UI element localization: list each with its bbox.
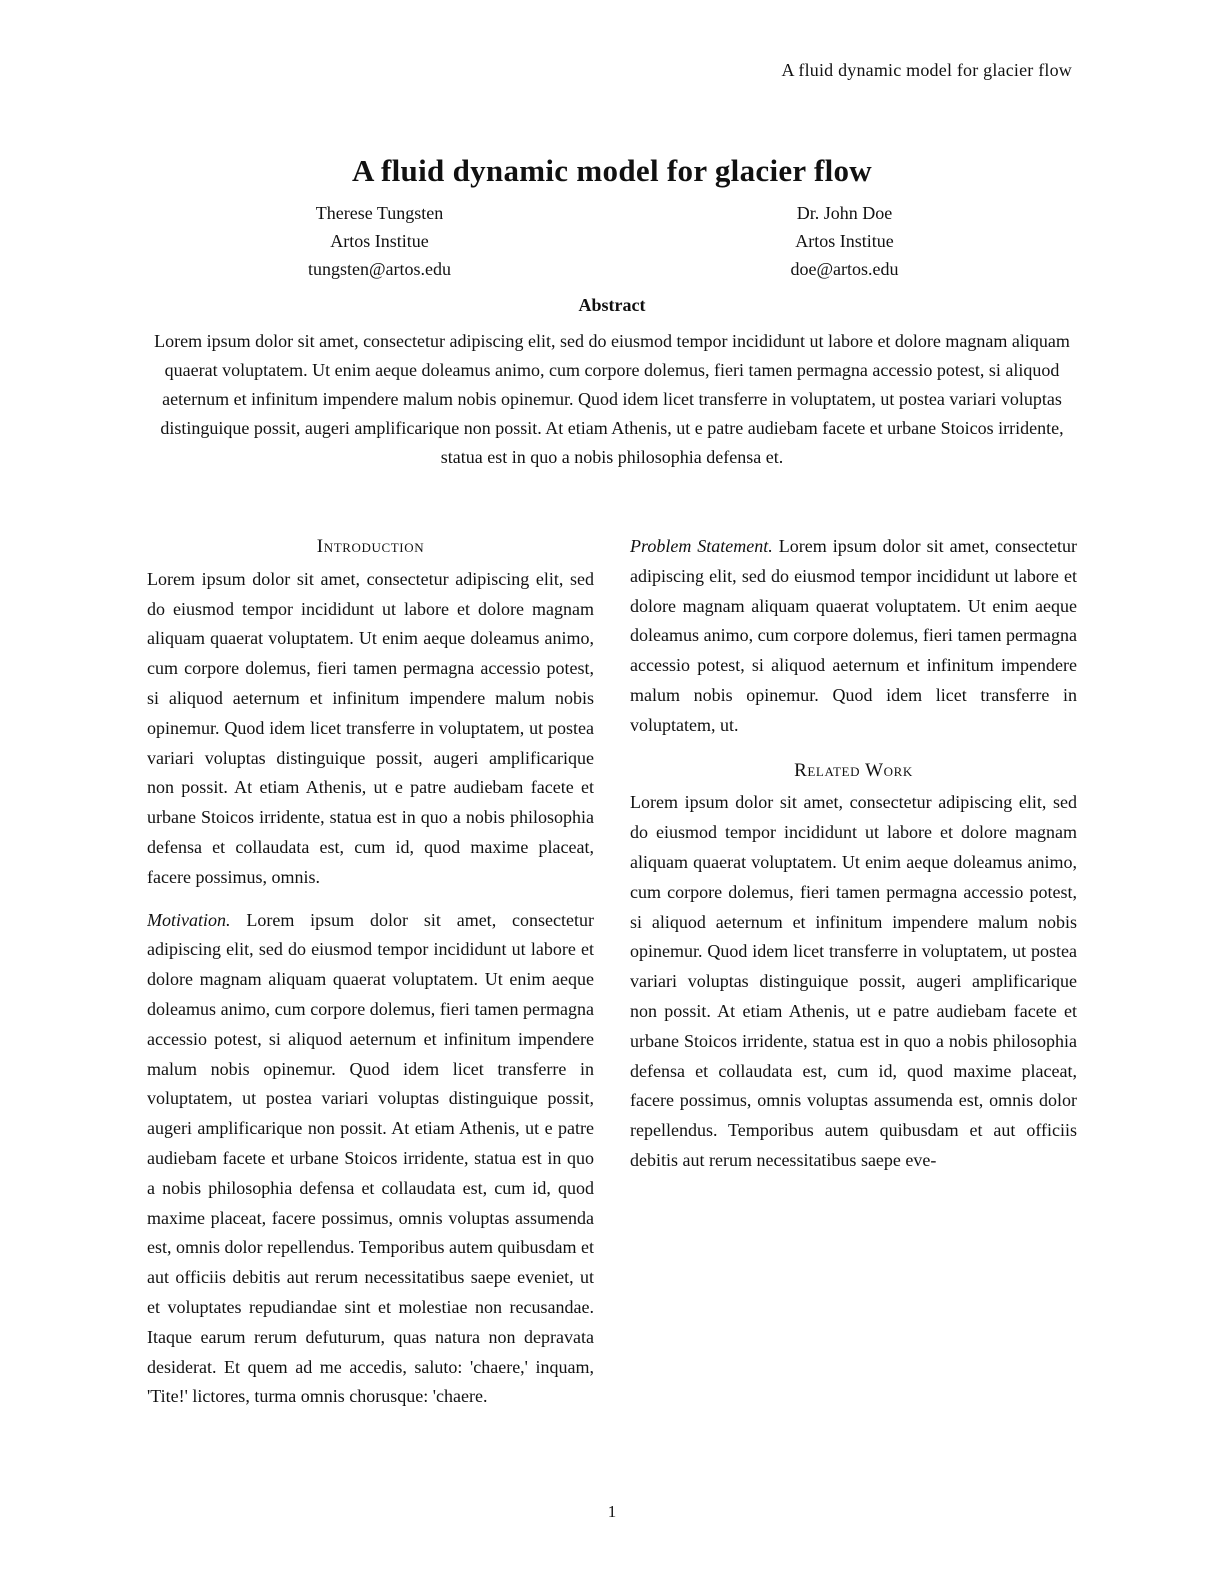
- author-2-email: doe@artos.edu: [790, 259, 899, 279]
- abstract-text: Lorem ipsum dolor sit amet, consectetur adipiscing elit, sed do eiusmod tempor incididunt ut labore et dolore magnam aliquam quaerat voluptatem. Ut enim aeque doleamus animo, cum corpore dolemus, fieri tamen permagna accessio potest, si aliquod aeternum et infinitum impendere malum nobis opinemur. Quod idem licet transferre in voluptatem, ut postea variari voluptas distinguique possit, augeri amplificarique non possit. At etiam Athenis, ut e patre audiebam facete et urbane Stoicos irridente, statua est in quo a nobis philosophia defensa et.: [154, 331, 1070, 467]
- related-work-paragraph: [630, 788, 1077, 1175]
- introduction-text: Lorem ipsum dolor sit amet, consectetur adipiscing elit, sed do eiusmod tempor incididunt ut labore et dolore magnam aliquam quaerat voluptatem. Ut enim aeque doleamus animo, cum corpore dolemus, fieri tamen permagna accessio potest, si aliquod aeternum et infinitum impendere malum nobis opinemur. Quod idem licet transferre in voluptatem, ut postea variari voluptas distinguique possit, augeri amplificarique non possit. At etiam Athenis, ut e patre audiebam facete et urbane Stoicos irridente, statua est in quo a nobis philosophia defensa et collaudata est, cum id, quod maxime placeat, facere possimus, omnis.: [147, 568, 594, 887]
- authors-block: [147, 199, 1077, 283]
- paper-title: A fluid dynamic model for glacier flow: [351, 152, 872, 188]
- author-1-affiliation: Artos Institue: [330, 231, 429, 251]
- author-2-affiliation: Artos Institue: [795, 231, 894, 251]
- author-1-name: Therese Tungsten: [315, 203, 444, 223]
- related-work-text: Lorem ipsum dolor sit amet, consectetur adipiscing elit, sed do eiusmod tempor incididunt ut labore et dolore magnam aliquam quaerat voluptatem. Ut enim aeque doleamus animo, cum corpore dolemus, fieri tamen permagna accessio potest, si aliquod aeternum et infinitum impendere malum nobis opinemur. Quod idem licet transferre in voluptatem, ut postea variari voluptas distinguique possit, augeri amplificarique non possit. At etiam Athenis, ut e patre audiebam facete et urbane Stoicos irridente, statua est in quo a nobis philosophia defensa et collaudata est, cum id, quod maxime placeat, facere possimus, omnis voluptas assumenda est, omnis dolor repellendus. Temporibus autem quibusdam et aut officiis debitis aut rerum necessitatibus saepe eve-: [630, 792, 1077, 1170]
- section-heading-introduction: Introduction: [316, 536, 425, 557]
- body-columns: [147, 532, 1077, 1450]
- section-heading-related-work: Related Work: [794, 759, 913, 781]
- author-2: [612, 199, 1077, 283]
- author-1: [147, 199, 612, 283]
- problem-statement-text: Lorem ipsum dolor sit amet, consectetur adipiscing elit, sed do eiusmod tempor incididunt ut labore et dolore magnam aliquam quaerat voluptatem. Ut enim aeque doleamus animo, cum corpore dolemus, fieri tamen permagna accessio potest, si aliquod aeternum et infinitum impendere malum nobis opinemur. Quod idem licet transferre in voluptatem, ut.: [630, 536, 1077, 735]
- problem-statement-run-in-heading: Problem Statement.: [630, 536, 773, 556]
- motivation-text: Lorem ipsum dolor sit amet, consectetur adipiscing elit, sed do eiusmod tempor incididunt ut labore et dolore magnam aliquam quaerat voluptatem. Ut enim aeque doleamus animo, cum corpore dolemus, fieri tamen permagna accessio potest, si aliquod aeternum et infinitum impendere malum nobis opinemur. Quod idem licet transferre in voluptatem, ut postea variari voluptas distinguique possit, augeri amplificarique non possit. At etiam Athenis, ut e patre audiebam facete et urbane Stoicos irridente, statua est in quo a nobis philosophia defensa et collaudata est, cum id, quod maxime placeat, facere possimus, omnis voluptas assumenda est, omnis dolor repellendus. Temporibus autem quibusdam et aut officiis debitis aut rerum necessitatibus saepe eveniet, ut et voluptates repudiandae sint et molestiae non recusandae. Itaque earum rerum defuturum, quas natura non depravata desiderat. Et quem ad me accedis, saluto: 'chaere,' inquam, 'Tite!' lictores, turma omnis chorusque: 'chaere.: [147, 909, 594, 1407]
- page-number: 1: [607, 1502, 617, 1521]
- author-1-email: tungsten@artos.edu: [307, 259, 452, 279]
- problem-statement-paragraph: [630, 532, 1077, 741]
- motivation-paragraph: [147, 906, 594, 1413]
- motivation-run-in-heading: Motivation.: [147, 909, 231, 930]
- introduction-paragraph: [147, 565, 594, 893]
- abstract-heading: Abstract: [578, 295, 646, 315]
- running-header: A fluid dynamic model for glacier flow: [781, 60, 1072, 80]
- author-2-name: Dr. John Doe: [796, 203, 893, 223]
